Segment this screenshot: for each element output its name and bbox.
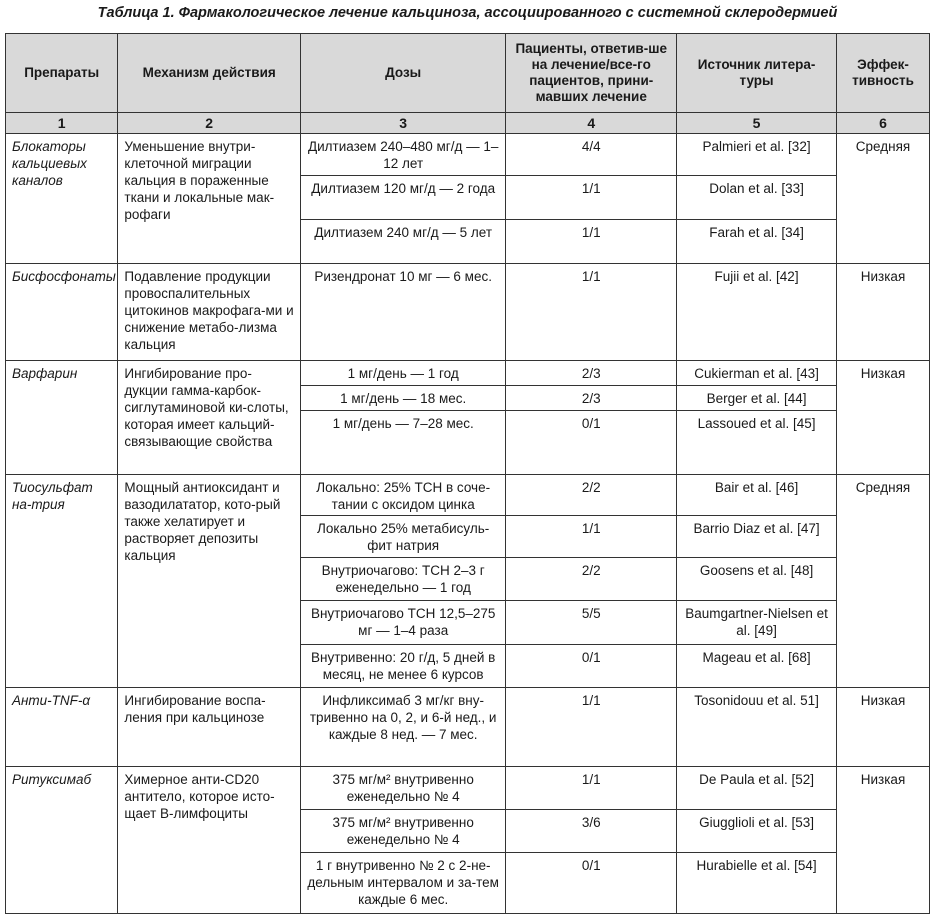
patients: 1/1 [506, 516, 677, 558]
patients: 3/6 [506, 810, 677, 853]
mechanism: Ингибирование воспа-ления при кальцинозе [118, 688, 301, 767]
dose: Локально 25% метабисуль-фит натрия [301, 516, 506, 558]
efficacy: Низкая [837, 264, 930, 361]
dose: Локально: 25% ТСН в соче-тании с оксидом цинка [301, 475, 506, 516]
dose: 1 мг/день — 7–28 мес. [301, 411, 506, 475]
column-number: 6 [837, 113, 930, 134]
source: Palmieri et al. [32] [677, 134, 837, 176]
column-number: 2 [118, 113, 301, 134]
efficacy: Средняя [837, 475, 930, 688]
header-source: Источник литера-туры [677, 34, 837, 113]
header-efficacy: Эффек-тивность [837, 34, 930, 113]
source: Barrio Diaz et al. [47] [677, 516, 837, 558]
drug-name: Бисфосфонаты [6, 264, 118, 361]
source: Mageau et al. [68] [677, 645, 837, 688]
drug-name: Анти-TNF-α [6, 688, 118, 767]
dose: Дилтиазем 120 мг/д — 2 года [301, 176, 506, 220]
source: Lassoued et al. [45] [677, 411, 837, 475]
patients: 0/1 [506, 853, 677, 914]
mechanism: Ингибирование про-дукции гамма-карбок-сиглутаминовой ки-слоты, которая имеет кальций-связывающие свойства [118, 361, 301, 475]
header-mechanism: Механизм действия [118, 34, 301, 113]
table-row [6, 134, 930, 176]
dose: 375 мг/м² внутривенно еженедельно № 4 [301, 810, 506, 853]
table-row [6, 767, 930, 810]
patients: 2/3 [506, 361, 677, 386]
patients: 1/1 [506, 688, 677, 767]
table-row [6, 688, 930, 767]
dose: Инфликсимаб 3 мг/кг вну-тривенно на 0, 2, и 6-й нед., и каждые 8 нед. — 7 мес. [301, 688, 506, 767]
dose: 1 мг/день — 1 год [301, 361, 506, 386]
drug-name: Ритуксимаб [6, 767, 118, 914]
source: Berger et al. [44] [677, 386, 837, 411]
efficacy: Низкая [837, 767, 930, 914]
efficacy: Средняя [837, 134, 930, 264]
mechanism: Уменьшение внутри-клеточной миграции кальция в пораженные ткани и локальные мак-рофаги [118, 134, 301, 264]
source: Tosonidouu et al. 51] [677, 688, 837, 767]
column-number-row [6, 113, 930, 134]
patients: 1/1 [506, 264, 677, 361]
treatment-table [5, 33, 930, 914]
patients: 4/4 [506, 134, 677, 176]
source: Giugglioli et al. [53] [677, 810, 837, 853]
patients: 2/3 [506, 386, 677, 411]
drug-name: Варфарин [6, 361, 118, 475]
efficacy: Низкая [837, 361, 930, 475]
patients: 2/2 [506, 558, 677, 601]
patients: 0/1 [506, 645, 677, 688]
column-number: 3 [301, 113, 506, 134]
source: Fujii et al. [42] [677, 264, 837, 361]
table-caption: Таблица 1. Фармакологическое лечение кальциноза, ассоциированного с системной склеродермией [97, 5, 838, 21]
patients: 2/2 [506, 475, 677, 516]
table-row [6, 475, 930, 516]
mechanism: Химерное анти-CD20 антитело, которое исто-щает В-лимфоциты [118, 767, 301, 914]
dose: 1 мг/день — 18 мес. [301, 386, 506, 411]
source: Cukierman et al. [43] [677, 361, 837, 386]
source: Dolan et al. [33] [677, 176, 837, 220]
patients: 5/5 [506, 601, 677, 645]
source: Farah et al. [34] [677, 220, 837, 264]
table-row [6, 264, 930, 361]
column-number: 1 [6, 113, 118, 134]
dose: Дилтиазем 240–480 мг/д — 1–12 лет [301, 134, 506, 176]
drug-name: Тиосульфат на-трия [6, 475, 118, 688]
mechanism: Подавление продукции провоспалительных цитокинов макрофага-ми и снижение метабо-лизма кальция [118, 264, 301, 361]
column-number: 4 [506, 113, 677, 134]
patients: 1/1 [506, 220, 677, 264]
source: Bair et al. [46] [677, 475, 837, 516]
mechanism: Мощный антиоксидант и вазодилататор, кото-рый также хелатирует и растворяет депозиты кальция [118, 475, 301, 688]
header-patients: Пациенты, ответив-ше на лечение/все-го пациентов, прини-мавших лечение [506, 34, 677, 113]
header-drug: Препараты [6, 34, 118, 113]
dose: Внутриочагово ТСН 12,5–275 мг — 1–4 раза [301, 601, 506, 645]
drug-name: Блокаторы кальциевых каналов [6, 134, 118, 264]
source: De Paula et al. [52] [677, 767, 837, 810]
dose: 375 мг/м² внутривенно еженедельно № 4 [301, 767, 506, 810]
patients: 1/1 [506, 767, 677, 810]
header-row [6, 34, 930, 113]
patients: 0/1 [506, 411, 677, 475]
dose: Внутривенно: 20 г/д, 5 дней в месяц, не менее 6 курсов [301, 645, 506, 688]
dose: Внутриочагово: ТСН 2–3 г еженедельно — 1 год [301, 558, 506, 601]
dose: Дилтиазем 240 мг/д — 5 лет [301, 220, 506, 264]
source: Goosens et al. [48] [677, 558, 837, 601]
header-dose: Дозы [301, 34, 506, 113]
efficacy: Низкая [837, 688, 930, 767]
column-number: 5 [677, 113, 837, 134]
source: Hurabielle et al. [54] [677, 853, 837, 914]
dose: Ризендронат 10 мг — 6 мес. [301, 264, 506, 361]
patients: 1/1 [506, 176, 677, 220]
table-row [6, 361, 930, 386]
dose: 1 г внутривенно № 2 с 2-не-дельным интервалом и за-тем каждые 6 мес. [301, 853, 506, 914]
source: Baumgartner-Nielsen et al. [49] [677, 601, 837, 645]
